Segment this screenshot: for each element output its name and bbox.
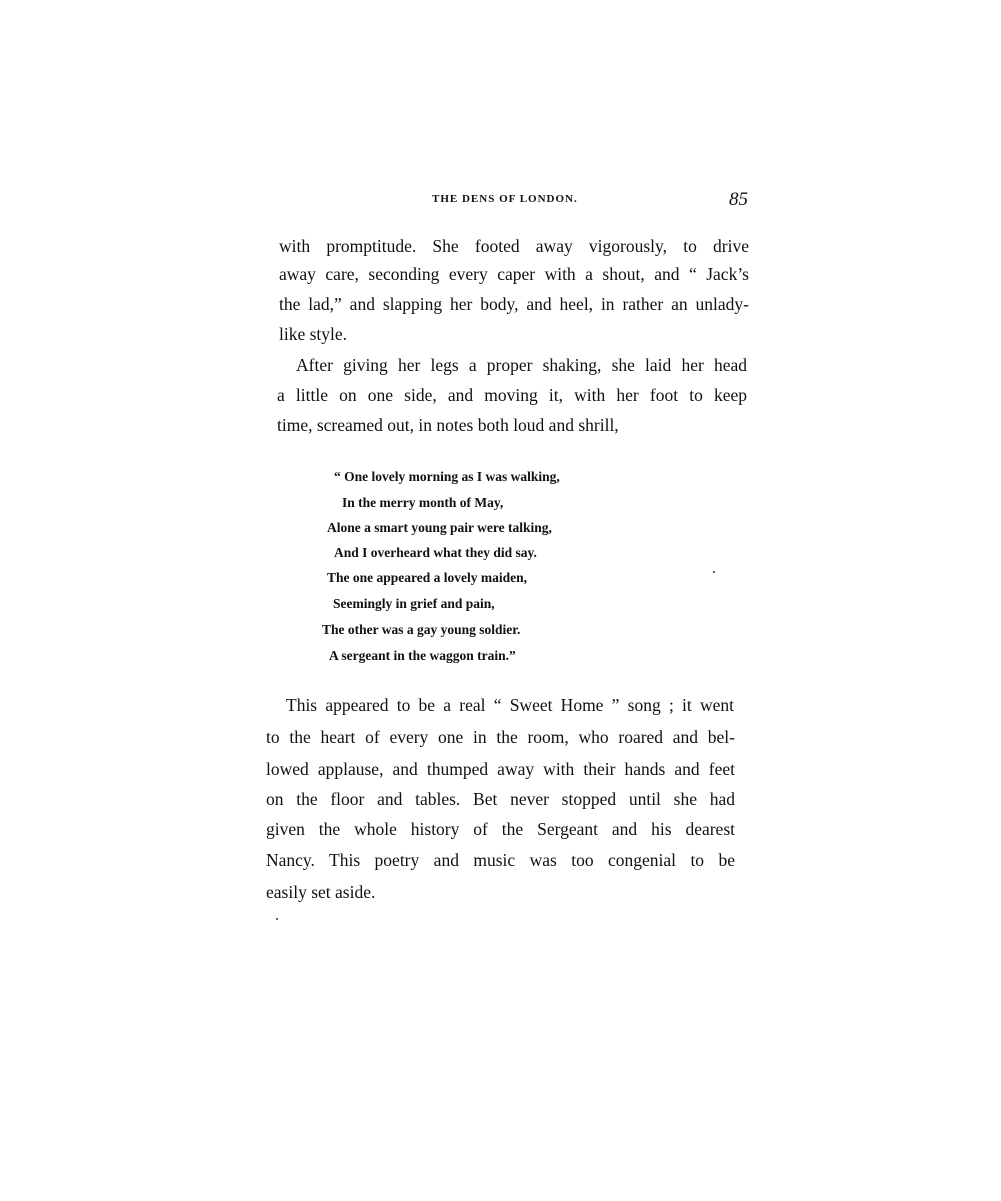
text-line: Nancy. This poetry and music was too congenial to be: [266, 850, 735, 870]
page-number: 85: [729, 189, 748, 210]
text-line: away care, seconding every caper with a shout, and “ Jack’s: [279, 264, 749, 284]
verse-line: The other was a gay young soldier.: [322, 622, 521, 637]
text-line: easily set aside.: [266, 882, 376, 902]
verse-line: The one appeared a lovely maiden,: [327, 570, 528, 585]
verse-line: A sergeant in the waggon train.”: [329, 648, 516, 663]
text-line: time, screamed out, in notes both loud and shrill,: [277, 415, 619, 435]
text-line: lowed applause, and thumped away with their hands and feet: [266, 759, 735, 779]
text-line: like style.: [279, 324, 348, 344]
text-line: the lad,” and slapping her body, and heel, in rather an unlady-: [279, 294, 749, 314]
verse-line: In the merry month of May,: [342, 495, 504, 510]
text-line: on the floor and tables. Bet never stopped until she had: [266, 789, 735, 809]
running-title: THE DENS OF LONDON.: [432, 193, 578, 205]
verse-line: Alone a smart young pair were talking,: [327, 520, 552, 535]
verse-line: And I overheard what they did say.: [334, 545, 537, 560]
text-line: a little on one side, and moving it, with her foot to keep: [277, 385, 747, 405]
text-line: given the whole history of the Sergeant and his dearest: [266, 819, 735, 839]
verse-line: Seemingly in grief and pain,: [333, 596, 495, 611]
text-line: with promptitude. She footed away vigorously, to drive: [279, 236, 749, 256]
verse-line: “ One lovely morning as I was walking,: [334, 469, 560, 484]
scan-speck: [713, 571, 715, 573]
text-line: After giving her legs a proper shaking, she laid her head: [296, 355, 747, 375]
scan-speck: [276, 918, 278, 920]
text-line: This appeared to be a real “ Sweet Home ” song ; it went: [286, 695, 734, 715]
text-line: to the heart of every one in the room, who roared and bel-: [266, 727, 735, 747]
